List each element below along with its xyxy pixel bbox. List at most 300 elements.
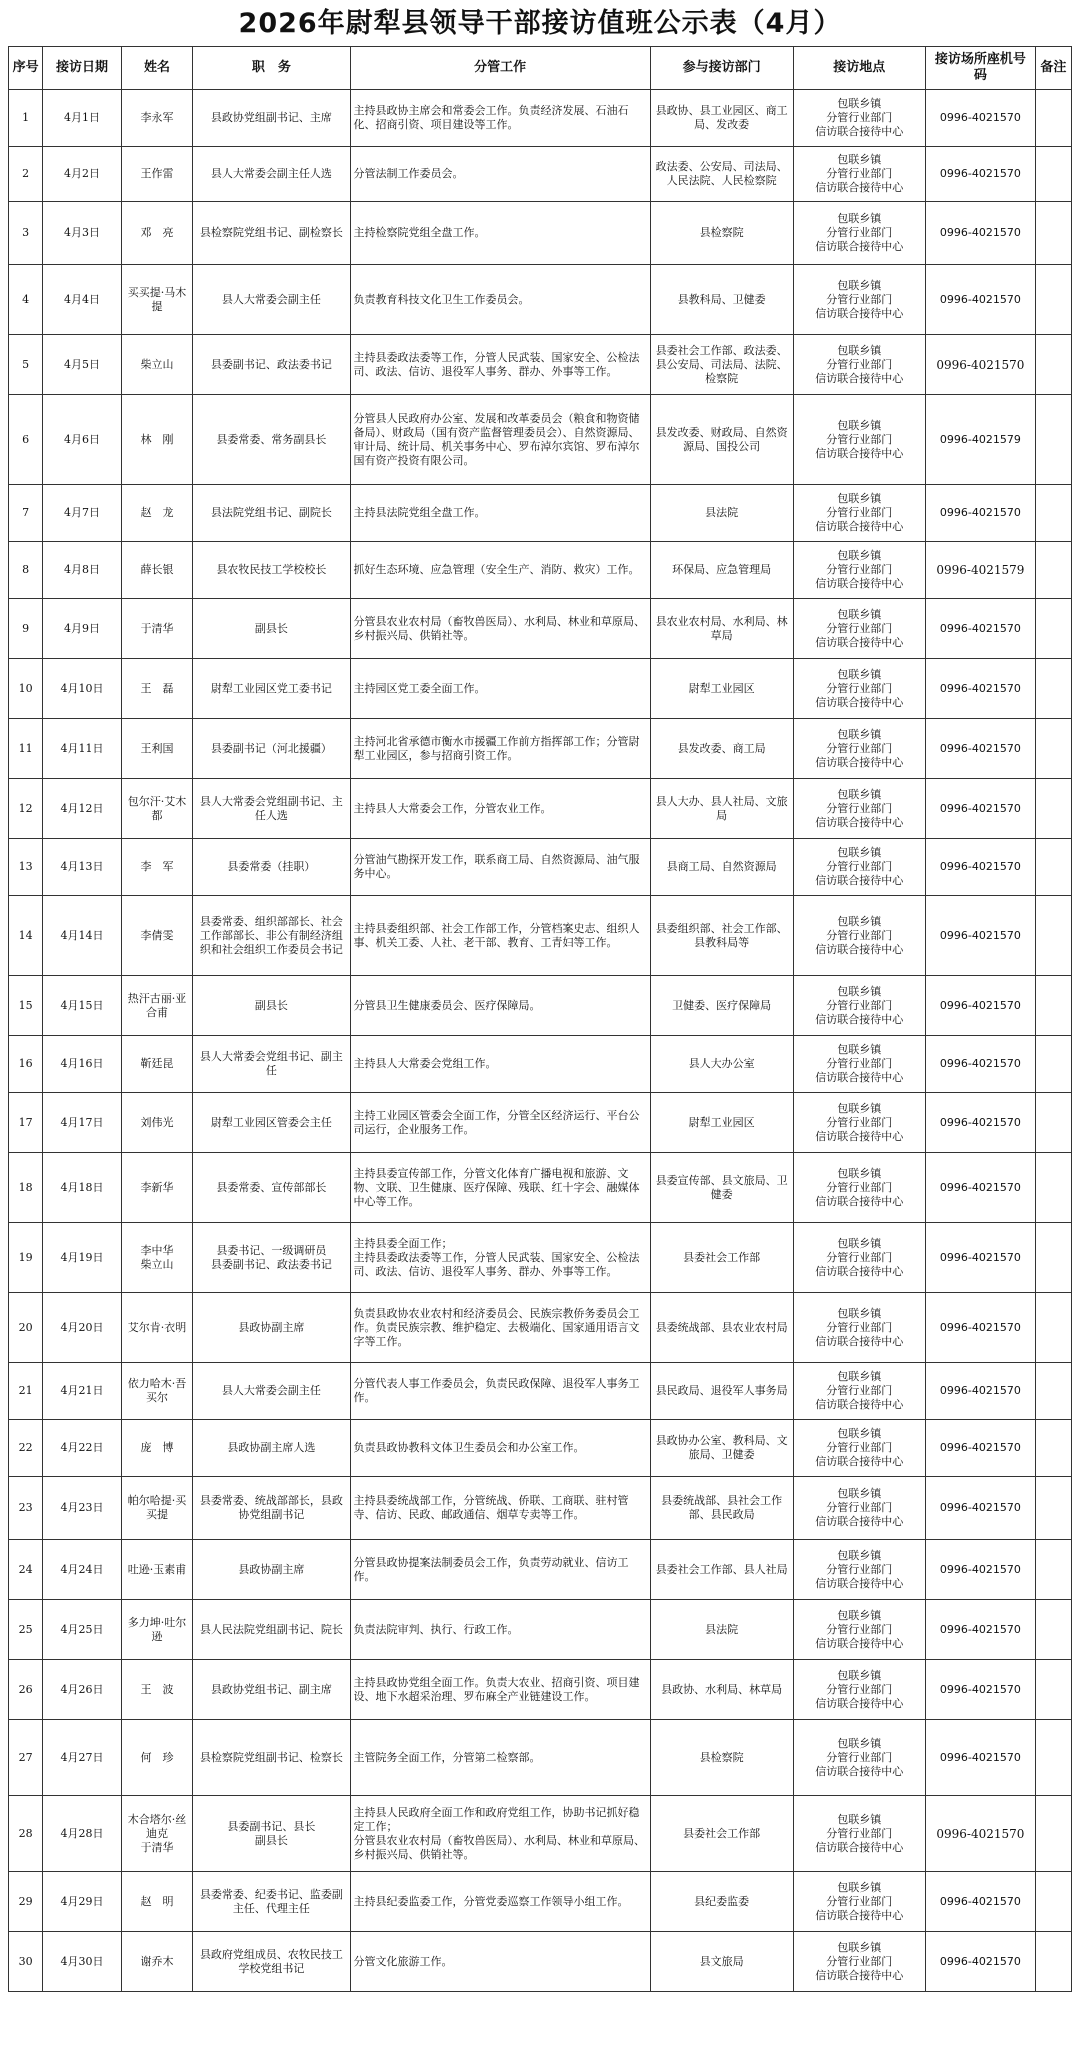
location-line: 信访联合接待中心: [815, 1515, 904, 1528]
cell-work: 主持县委全面工作； 主持县委政法委等工作，分管人民武装、国家安全、公检法司、政法、信访、退役军人事务、群办、外事等工作。: [350, 1223, 650, 1293]
cell-date: 4月3日: [43, 202, 122, 265]
location-line: 分管行业部门: [826, 1682, 893, 1696]
location-line: 信访联合接待中心: [815, 1129, 904, 1143]
location-line: 包联乡镇: [837, 787, 882, 801]
cell-date: 4月7日: [43, 485, 122, 542]
cell-index: 27: [9, 1720, 43, 1796]
cell-location: [793, 1477, 925, 1540]
cell-date: 4月19日: [43, 1223, 122, 1293]
cell-name: 庞 博: [121, 1420, 192, 1477]
cell-name: 李倩雯: [121, 896, 192, 976]
cell-date: 4月11日: [43, 719, 122, 779]
table-row: [9, 335, 1072, 395]
location-line: 信访联合接待中心: [815, 306, 904, 320]
cell-index: 28: [9, 1796, 43, 1872]
cell-index: 23: [9, 1477, 43, 1540]
location-line: 分管行业部门: [826, 681, 893, 695]
cell-note: [1035, 1036, 1071, 1093]
cell-note: [1035, 485, 1071, 542]
table-row: [9, 1872, 1072, 1932]
location-line: 分管行业部门: [826, 801, 893, 815]
cell-work: 主持河北省承德市衡水市援疆工作前方指挥部工作；分管尉犁工业园区，参与招商引资工作。: [350, 719, 650, 779]
cell-note: [1035, 779, 1071, 839]
cell-work: 主持县人民政府全面工作和政府党组工作，协助书记抓好稳定工作； 分管县农业农村局（畜牧兽医局）、水利局、林业和草原局、乡村振兴局、供销社等。: [350, 1796, 650, 1872]
cell-work: 分管油气勘探开发工作，联系商工局、自然资源局、油气服务中心。: [350, 839, 650, 896]
cell-index: 8: [9, 542, 43, 599]
cell-name: 李中华 柴立山: [121, 1223, 192, 1293]
cell-departments: 县商工局、自然资源局: [650, 839, 793, 896]
cell-position: 县人民法院党组副书记、院长: [193, 1600, 350, 1660]
cell-date: 4月12日: [43, 779, 122, 839]
cell-phone: 0996-4021570: [926, 1477, 1036, 1540]
cell-note: [1035, 599, 1071, 659]
cell-phone: 0996-4021579: [926, 542, 1036, 599]
cell-location: [793, 1293, 925, 1363]
location-line: 信访联合接待中心: [815, 1455, 904, 1468]
cell-phone: 0996-4021570: [926, 485, 1036, 542]
cell-name: 多力坤·吐尔逊: [121, 1600, 192, 1660]
cell-location: [793, 485, 925, 542]
cell-index: 5: [9, 335, 43, 395]
cell-phone: 0996-4021570: [926, 1223, 1036, 1293]
cell-date: 4月14日: [43, 896, 122, 976]
table-row: [9, 1223, 1072, 1293]
cell-location: [793, 202, 925, 265]
cell-work: 主持县人大常委会党组工作。: [350, 1036, 650, 1093]
location-line: 信访联合接待中心: [815, 446, 904, 460]
cell-location: [793, 1872, 925, 1932]
cell-phone: 0996-4021570: [926, 202, 1036, 265]
cell-index: 9: [9, 599, 43, 659]
cell-phone: 0996-4021570: [926, 976, 1036, 1036]
cell-position: 尉犁工业园区党工委书记: [193, 659, 350, 719]
cell-position: 县政协党组书记、副主席: [193, 1660, 350, 1720]
cell-note: [1035, 202, 1071, 265]
cell-position: 县委副书记（河北援疆）: [193, 719, 350, 779]
table-row: [9, 90, 1072, 147]
cell-work: 负责县政协农业农村和经济委员会、民族宗教侨务委员会工作。负责民族宗教、维护稳定、去极端化、国家通用语言文字等工作。: [350, 1293, 650, 1363]
cell-date: 4月21日: [43, 1363, 122, 1420]
cell-departments: 县委统战部、县社会工作部、县民政局: [650, 1477, 793, 1540]
location-line: 信访联合接待中心: [815, 1840, 904, 1854]
cell-work: 主持县政协党组全面工作。负责大农业、招商引资、项目建设、地下水超采治理、罗布麻全产业链建设工作。: [350, 1660, 650, 1720]
cell-note: [1035, 839, 1071, 896]
location-line: 包联乡镇: [837, 1940, 882, 1954]
table-row: [9, 1420, 1072, 1477]
cell-phone: 0996-4021570: [926, 1600, 1036, 1660]
location-line: 分管行业部门: [826, 1894, 893, 1908]
cell-work: 主持工业园区管委会全面工作，分管全区经济运行、平台公司运行，企业服务工作。: [350, 1093, 650, 1153]
cell-location: [793, 542, 925, 599]
cell-departments: 县政协、水利局、林草局: [650, 1660, 793, 1720]
location-line: 包联乡镇: [837, 343, 882, 357]
cell-name: 王利国: [121, 719, 192, 779]
cell-index: 11: [9, 719, 43, 779]
location-line: 信访联合接待中心: [815, 1012, 904, 1026]
cell-index: 1: [9, 90, 43, 147]
table-row: [9, 395, 1072, 485]
cell-location: [793, 90, 925, 147]
cell-departments: 县纪委监委: [650, 1872, 793, 1932]
location-line: 分管行业部门: [826, 1622, 893, 1636]
table-body: [9, 90, 1072, 1992]
cell-date: 4月2日: [43, 147, 122, 202]
cell-phone: 0996-4021570: [926, 1540, 1036, 1600]
cell-location: [793, 659, 925, 719]
cell-position: 县政府党组成员、农牧民技工学校党组书记: [193, 1932, 350, 1992]
cell-note: [1035, 659, 1071, 719]
location-line: 信访联合接待中心: [815, 1908, 904, 1922]
location-line: 分管行业部门: [826, 226, 893, 239]
cell-index: 3: [9, 202, 43, 265]
table-row: [9, 896, 1072, 976]
cell-note: [1035, 1872, 1071, 1932]
cell-location: [793, 779, 925, 839]
location-line: 包联乡镇: [837, 984, 882, 998]
cell-phone: 0996-4021570: [926, 1420, 1036, 1477]
table-row: [9, 1720, 1072, 1796]
table-row: [9, 1093, 1072, 1153]
cell-phone: 0996-4021570: [926, 719, 1036, 779]
cell-location: [793, 1363, 925, 1420]
location-line: 分管行业部门: [826, 1954, 893, 1968]
table-row: [9, 202, 1072, 265]
table-row: [9, 1363, 1072, 1420]
location-line: 分管行业部门: [826, 1384, 893, 1397]
cell-index: 15: [9, 976, 43, 1036]
location-line: 分管行业部门: [826, 1501, 893, 1514]
header-row: [9, 47, 1072, 90]
cell-location: [793, 1093, 925, 1153]
location-line: 分管行业部门: [826, 1562, 893, 1576]
cell-date: 4月25日: [43, 1600, 122, 1660]
table-row: [9, 485, 1072, 542]
cell-phone: 0996-4021570: [926, 265, 1036, 335]
table-row: [9, 265, 1072, 335]
cell-note: [1035, 1223, 1071, 1293]
location-line: 信访联合接待中心: [815, 1194, 904, 1208]
cell-note: [1035, 896, 1071, 976]
cell-work: 负责教育科技文化卫生工作委员会。: [350, 265, 650, 335]
cell-date: 4月15日: [43, 976, 122, 1036]
table-row: [9, 542, 1072, 599]
cell-note: [1035, 1600, 1071, 1660]
cell-position: 县人大常委会副主任: [193, 265, 350, 335]
location-line: 包联乡镇: [837, 1668, 882, 1682]
location-line: 包联乡镇: [837, 212, 882, 225]
cell-phone: 0996-4021570: [926, 599, 1036, 659]
cell-name: 艾尔肯·衣明: [121, 1293, 192, 1363]
cell-index: 22: [9, 1420, 43, 1477]
location-line: 分管行业部门: [826, 928, 893, 942]
cell-name: 吐逊·玉素甫: [121, 1540, 192, 1600]
cell-note: [1035, 976, 1071, 1036]
cell-departments: 环保局、应急管理局: [650, 542, 793, 599]
cell-departments: 县委宣传部、县文旅局、卫健委: [650, 1153, 793, 1223]
location-line: 包联乡镇: [837, 1370, 882, 1383]
cell-work: 主持县政协主席会和常委会工作。负责经济发展、石油石化、招商引资、项目建设等工作。: [350, 90, 650, 147]
cell-phone: 0996-4021570: [926, 1293, 1036, 1363]
cell-index: 17: [9, 1093, 43, 1153]
cell-date: 4月9日: [43, 599, 122, 659]
cell-name: 帕尔哈提·买买提: [121, 1477, 192, 1540]
header-name: 姓名: [121, 47, 192, 90]
cell-index: 4: [9, 265, 43, 335]
location-line: 信访联合接待中心: [815, 125, 904, 138]
location-line: 信访联合接待中心: [815, 1764, 904, 1778]
location-line: 信访联合接待中心: [815, 371, 904, 385]
cell-name: 薛长银: [121, 542, 192, 599]
cell-work: 主持县委统战部工作，分管统战、侨联、工商联、驻村管寺、信访、民政、邮政通信、烟草专卖等工作。: [350, 1477, 650, 1540]
cell-work: 分管文化旅游工作。: [350, 1932, 650, 1992]
cell-index: 21: [9, 1363, 43, 1420]
cell-position: 县委副书记、政法委书记: [193, 335, 350, 395]
cell-work: 主持县委组织部、社会工作部工作，分管档案史志、组织人事、机关工委、人社、老干部、教育、工青妇等工作。: [350, 896, 650, 976]
cell-phone: 0996-4021579: [926, 395, 1036, 485]
header-work: 分管工作: [350, 47, 650, 90]
cell-date: 4月17日: [43, 1093, 122, 1153]
cell-note: [1035, 90, 1071, 147]
cell-position: 县政协副主席: [193, 1540, 350, 1600]
cell-departments: 县委社会工作部: [650, 1223, 793, 1293]
cell-date: 4月8日: [43, 542, 122, 599]
cell-name: 李 军: [121, 839, 192, 896]
cell-name: 赵 龙: [121, 485, 192, 542]
cell-departments: 卫健委、医疗保障局: [650, 976, 793, 1036]
cell-position: 副县长: [193, 599, 350, 659]
location-line: 信访联合接待中心: [815, 1636, 904, 1650]
cell-date: 4月10日: [43, 659, 122, 719]
cell-departments: 县委统战部、县农业农村局: [650, 1293, 793, 1363]
location-line: 包联乡镇: [837, 549, 882, 562]
location-line: 分管行业部门: [826, 506, 893, 519]
header-phone: 接访场所座机号码: [926, 47, 1036, 90]
cell-location: [793, 1600, 925, 1660]
cell-name: 林 刚: [121, 395, 192, 485]
cell-work: 分管县卫生健康委员会、医疗保障局。: [350, 976, 650, 1036]
cell-departments: 县政协办公室、教科局、文旅局、卫健委: [650, 1420, 793, 1477]
cell-date: 4月1日: [43, 90, 122, 147]
location-line: 信访联合接待中心: [815, 1398, 904, 1411]
location-line: 包联乡镇: [837, 1812, 882, 1826]
cell-note: [1035, 1477, 1071, 1540]
cell-date: 4月6日: [43, 395, 122, 485]
cell-departments: 县农业农村局、水利局、林草局: [650, 599, 793, 659]
cell-name: 李新华: [121, 1153, 192, 1223]
cell-date: 4月28日: [43, 1796, 122, 1872]
cell-date: 4月5日: [43, 335, 122, 395]
location-line: 信访联合接待中心: [815, 1696, 904, 1710]
cell-name: 木合塔尔·丝迪克 于清华: [121, 1796, 192, 1872]
cell-location: [793, 335, 925, 395]
location-line: 信访联合接待中心: [815, 1264, 904, 1278]
cell-position: 县农牧民技工学校校长: [193, 542, 350, 599]
location-line: 包联乡镇: [837, 1736, 882, 1750]
cell-note: [1035, 147, 1071, 202]
page-title: 2026年尉犁县领导干部接访值班公示表（4月）: [238, 8, 842, 39]
duty-schedule-table: [8, 46, 1072, 1992]
cell-location: [793, 896, 925, 976]
cell-note: [1035, 265, 1071, 335]
cell-departments: 县检察院: [650, 202, 793, 265]
location-line: 信访联合接待中心: [815, 695, 904, 709]
cell-index: 10: [9, 659, 43, 719]
header-index: 序号: [9, 47, 43, 90]
cell-departments: 县教科局、卫健委: [650, 265, 793, 335]
cell-phone: 0996-4021570: [926, 839, 1036, 896]
location-line: 分管行业部门: [826, 1057, 893, 1070]
cell-phone: 0996-4021570: [926, 779, 1036, 839]
cell-location: [793, 1660, 925, 1720]
location-line: 信访联合接待中心: [815, 755, 904, 769]
cell-index: 29: [9, 1872, 43, 1932]
location-line: 分管行业部门: [826, 621, 893, 635]
cell-name: 谢乔木: [121, 1932, 192, 1992]
location-line: 包联乡镇: [837, 1427, 882, 1440]
table-row: [9, 839, 1072, 896]
cell-index: 26: [9, 1660, 43, 1720]
cell-location: [793, 1796, 925, 1872]
cell-phone: 0996-4021570: [926, 147, 1036, 202]
cell-note: [1035, 1796, 1071, 1872]
cell-departments: 县人大办、县人社局、文旅局: [650, 779, 793, 839]
cell-position: 县人大常委会副主任: [193, 1363, 350, 1420]
cell-date: 4月23日: [43, 1477, 122, 1540]
location-line: 分管行业部门: [826, 1320, 893, 1334]
cell-name: 刘伟光: [121, 1093, 192, 1153]
cell-departments: 县民政局、退役军人事务局: [650, 1363, 793, 1420]
cell-index: 2: [9, 147, 43, 202]
cell-note: [1035, 395, 1071, 485]
cell-index: 14: [9, 896, 43, 976]
cell-name: 李永军: [121, 90, 192, 147]
cell-position: 尉犁工业园区管委会主任: [193, 1093, 350, 1153]
cell-note: [1035, 1363, 1071, 1420]
cell-departments: 县文旅局: [650, 1932, 793, 1992]
cell-departments: 县法院: [650, 1600, 793, 1660]
header-position: 职 务: [193, 47, 350, 90]
location-line: 包联乡镇: [837, 1306, 882, 1320]
cell-note: [1035, 1540, 1071, 1600]
location-line: 分管行业部门: [826, 357, 893, 371]
location-line: 包联乡镇: [837, 1608, 882, 1622]
table-row: [9, 719, 1072, 779]
cell-position: 县委副书记、县长 副县长: [193, 1796, 350, 1872]
cell-index: 13: [9, 839, 43, 896]
cell-name: 热汗古丽·亚合甫: [121, 976, 192, 1036]
location-line: 分管行业部门: [826, 1750, 893, 1764]
location-line: 包联乡镇: [837, 727, 882, 741]
cell-departments: 县委社会工作部、县人社局: [650, 1540, 793, 1600]
cell-departments: 县委社会工作部: [650, 1796, 793, 1872]
cell-position: 县人大常委会副主任人选: [193, 147, 350, 202]
location-line: 分管行业部门: [826, 292, 893, 306]
cell-departments: 县法院: [650, 485, 793, 542]
cell-location: [793, 1720, 925, 1796]
cell-departments: 县发改委、商工局: [650, 719, 793, 779]
cell-phone: 0996-4021570: [926, 1153, 1036, 1223]
location-line: 信访联合接待中心: [815, 577, 904, 590]
location-line: 包联乡镇: [837, 278, 882, 292]
cell-departments: 政法委、公安局、司法局、人民法院、人民检察院: [650, 147, 793, 202]
cell-date: 4月22日: [43, 1420, 122, 1477]
cell-index: 24: [9, 1540, 43, 1600]
cell-note: [1035, 335, 1071, 395]
header-date: 接访日期: [43, 47, 122, 90]
cell-note: [1035, 1660, 1071, 1720]
location-line: 分管行业部门: [826, 1180, 893, 1194]
cell-departments: 县人大办公室: [650, 1036, 793, 1093]
cell-date: 4月24日: [43, 1540, 122, 1600]
cell-note: [1035, 1720, 1071, 1796]
location-line: 信访联合接待中心: [815, 874, 904, 887]
cell-name: 何 珍: [121, 1720, 192, 1796]
cell-date: 4月29日: [43, 1872, 122, 1932]
cell-position: 县法院党组书记、副院长: [193, 485, 350, 542]
cell-position: 县人大常委会党组副书记、主任人选: [193, 779, 350, 839]
cell-date: 4月16日: [43, 1036, 122, 1093]
cell-position: 副县长: [193, 976, 350, 1036]
location-line: 包联乡镇: [837, 1487, 882, 1500]
location-line: 包联乡镇: [837, 492, 882, 505]
location-line: 分管行业部门: [826, 111, 893, 124]
location-line: 信访联合接待中心: [815, 520, 904, 533]
table-row: [9, 1293, 1072, 1363]
cell-phone: 0996-4021570: [926, 1093, 1036, 1153]
cell-position: 县委常委、常务副县长: [193, 395, 350, 485]
location-line: 信访联合接待中心: [815, 240, 904, 253]
cell-location: [793, 1223, 925, 1293]
cell-departments: 县政协、县工业园区、商工局、发改委: [650, 90, 793, 147]
location-line: 包联乡镇: [837, 607, 882, 621]
cell-work: 主持县委宣传部工作，分管文化体育广播电视和旅游、文物、文联、卫生健康、医疗保障、残联、红十字会、融媒体中心等工作。: [350, 1153, 650, 1223]
location-line: 包联乡镇: [837, 846, 882, 859]
cell-index: 6: [9, 395, 43, 485]
location-line: 分管行业部门: [826, 741, 893, 755]
cell-phone: 0996-4021570: [926, 335, 1036, 395]
cell-phone: 0996-4021570: [926, 659, 1036, 719]
cell-index: 7: [9, 485, 43, 542]
cell-phone: 0996-4021570: [926, 1872, 1036, 1932]
location-line: 包联乡镇: [837, 418, 882, 432]
cell-note: [1035, 1093, 1071, 1153]
cell-location: [793, 1932, 925, 1992]
cell-phone: 0996-4021570: [926, 1720, 1036, 1796]
cell-location: [793, 1540, 925, 1600]
location-line: 信访联合接待中心: [815, 1968, 904, 1982]
location-line: 信访联合接待中心: [815, 942, 904, 956]
table-row: [9, 1477, 1072, 1540]
cell-departments: 尉犁工业园区: [650, 659, 793, 719]
location-line: 分管行业部门: [826, 1441, 893, 1454]
cell-date: 4月18日: [43, 1153, 122, 1223]
location-line: 包联乡镇: [837, 1166, 882, 1180]
table-row: [9, 599, 1072, 659]
cell-location: [793, 976, 925, 1036]
cell-name: 于清华: [121, 599, 192, 659]
location-line: 信访联合接待中心: [815, 181, 904, 194]
cell-work: 分管县政协提案法制委员会工作，负责劳动就业、信访工作。: [350, 1540, 650, 1600]
header-location: 接访地点: [793, 47, 925, 90]
cell-name: 柴立山: [121, 335, 192, 395]
location-line: 信访联合接待中心: [815, 635, 904, 649]
location-line: 信访联合接待中心: [815, 1576, 904, 1590]
cell-work: 负责县政协教科文体卫生委员会和办公室工作。: [350, 1420, 650, 1477]
cell-departments: 县委社会工作部、政法委、县公安局、司法局、法院、检察院: [650, 335, 793, 395]
cell-location: [793, 839, 925, 896]
cell-position: 县委常委、纪委书记、监委副主任、代理主任: [193, 1872, 350, 1932]
cell-location: [793, 265, 925, 335]
